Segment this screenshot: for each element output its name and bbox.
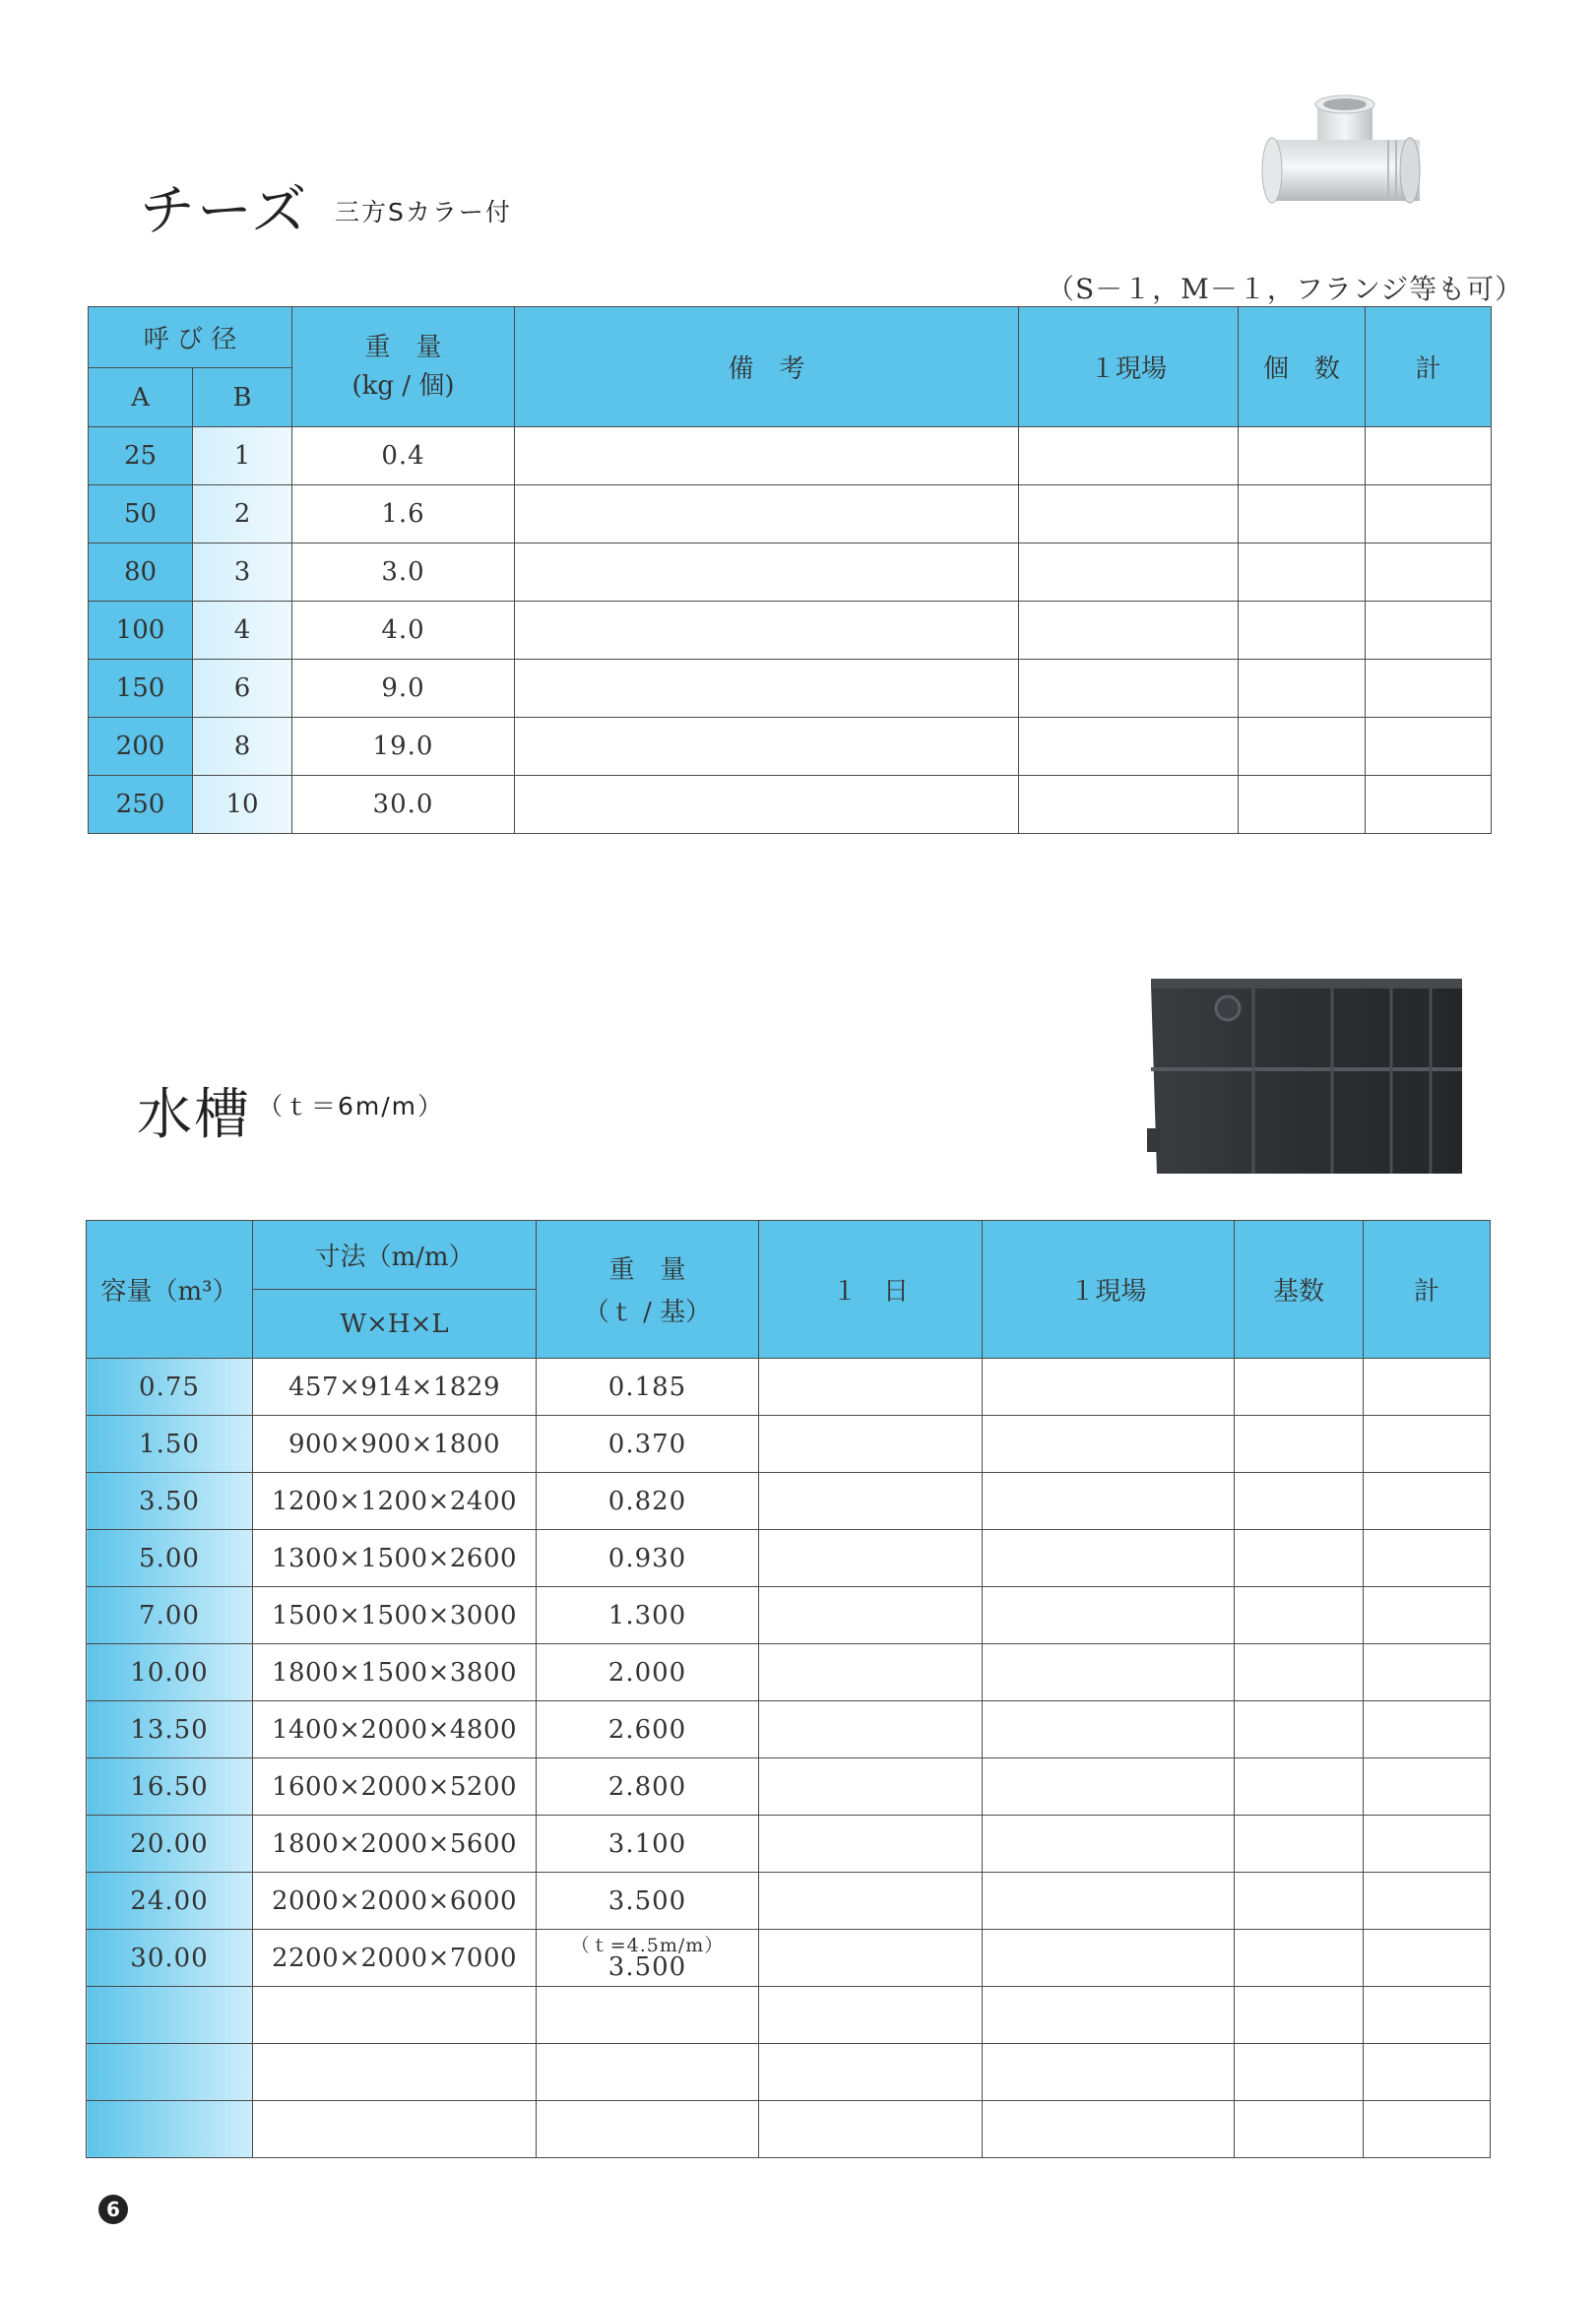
site-cell[interactable] [983,1816,1235,1873]
times-sign: × [339,1828,361,1859]
times-sign: × [427,1828,450,1859]
table-row [87,1930,1491,1987]
count-cell[interactable] [1239,602,1366,660]
length-value: 4800 [449,1714,518,1745]
tank-weight-cell: 0.930 [537,1530,759,1587]
total-cell[interactable] [1366,427,1492,485]
day-cell[interactable] [759,1416,983,1473]
weight-header-unit: (kg / 個) [351,370,455,401]
capacity-cell: 24.00 [87,1873,253,1930]
size-a-cell: 250 [89,776,193,834]
units-cell[interactable] [1235,2101,1364,2158]
height-value: 2000 [360,1714,428,1745]
tank-weight-unit: （ｔ / 基） [583,1297,712,1327]
times-sign: × [339,1429,361,1459]
empty-row [87,2101,1491,2158]
dimensions-cell [253,1416,537,1473]
table-row [89,427,1492,485]
tank-weight-cell: 3.500 [537,1873,759,1930]
page-number: 6 [98,2195,128,2224]
tees-table [88,306,1492,834]
remarks-cell[interactable] [515,660,1019,718]
capacity-cell: 20.00 [87,1816,253,1873]
tank-weight-cell: 2.800 [537,1758,759,1816]
capacity-cell: 0.75 [87,1359,253,1416]
dimensions-cell [253,1359,537,1416]
width-value: 457 [287,1372,340,1402]
tank-weight-cell[interactable] [537,2101,759,2158]
day-cell[interactable] [759,2101,983,2158]
total-cell[interactable] [1364,1816,1491,1873]
table-row [87,1530,1491,1587]
day-cell[interactable] [759,1930,983,1987]
site-cell[interactable] [1019,485,1239,543]
tees-note: （S－１，M－１，フランジ等も可） [1047,273,1524,305]
size-b-cell: 4 [193,602,292,660]
units-cell[interactable] [1235,1530,1364,1587]
times-sign: × [427,1486,450,1516]
height-value: 900 [360,1429,412,1459]
size-b-cell: 10 [193,776,292,834]
empty-row [87,1987,1491,2044]
tank-subtitle: （ｔ＝6m/m） [258,1092,445,1120]
site-cell[interactable] [1019,776,1239,834]
units-cell[interactable] [1235,1359,1364,1416]
height-value: 914 [360,1372,412,1402]
day-cell[interactable] [759,1644,983,1701]
times-sign: × [339,1657,361,1688]
units-cell[interactable] [1235,1758,1364,1816]
times-sign: × [339,1943,361,1973]
total-cell[interactable] [1364,1530,1491,1587]
units-cell[interactable] [1235,1701,1364,1758]
site-cell[interactable] [983,1473,1235,1530]
tees-title: チーズ [140,179,309,243]
weight-cell: 9.0 [292,660,515,718]
size-a-cell: 50 [89,485,193,543]
size-a-cell: 80 [89,543,193,602]
site-cell[interactable] [983,1987,1235,2044]
length-value: 1800 [432,1429,501,1459]
weight-value: 3.500 [607,1952,687,1982]
width-value: 2000 [271,1885,340,1916]
total-cell[interactable] [1364,1416,1491,1473]
length-value: 2600 [449,1543,518,1573]
times-sign: × [427,1543,450,1573]
capacity-cell: 1.50 [87,1416,253,1473]
total-cell[interactable] [1364,1644,1491,1701]
table-row [87,1644,1491,1701]
capacity-cell: 10.00 [87,1644,253,1701]
water-tank-photo [1145,971,1468,1180]
table-row [87,1416,1491,1473]
units-cell[interactable] [1235,1587,1364,1644]
times-sign: × [427,1657,450,1688]
site-cell[interactable] [983,1930,1235,1987]
day-cell[interactable] [759,1530,983,1587]
day-header: １ 日 [759,1221,983,1359]
nominal-size-header: 呼 び 径 [89,307,292,368]
size-a-cell: 100 [89,602,193,660]
capacity-cell: 7.00 [87,1587,253,1644]
dimensions-cell [253,1644,537,1701]
times-sign: × [339,1714,361,1745]
total-cell[interactable] [1366,660,1492,718]
height-value: 1500 [360,1657,428,1688]
dimensions-cell [253,1873,537,1930]
day-cell[interactable] [759,1873,983,1930]
tank-weight-cell[interactable] [537,2044,759,2101]
table-row [89,543,1492,602]
site-cell[interactable] [1019,660,1239,718]
total-cell[interactable] [1366,718,1492,776]
size-b-cell: 8 [193,718,292,776]
day-cell[interactable] [759,1701,983,1758]
weight-cell: 4.0 [292,602,515,660]
capacity-cell: 13.50 [87,1701,253,1758]
table-row [87,1816,1491,1873]
times-sign: × [339,1600,361,1630]
height-value: 1500 [360,1600,428,1630]
site-cell[interactable] [1019,718,1239,776]
capacity-cell[interactable] [87,1987,253,2044]
size-a-cell: 25 [89,427,193,485]
empty-row [87,2044,1491,2101]
size-b-cell: 3 [193,543,292,602]
dimensions-cell [253,1930,537,1987]
dimensions-cell[interactable] [253,2101,537,2158]
tank-weight-cell [537,1930,759,1987]
table-row [89,602,1492,660]
tank-weight-cell[interactable] [537,1987,759,2044]
tank-weight-label: 重 量 [608,1254,686,1285]
length-value: 1829 [432,1372,501,1402]
site-cell[interactable] [983,1416,1235,1473]
length-value: 5200 [449,1771,518,1802]
remarks-cell[interactable] [515,776,1019,834]
units-cell[interactable] [1235,1873,1364,1930]
count-cell[interactable] [1239,427,1366,485]
total-header: 計 [1366,307,1492,427]
remarks-cell[interactable] [515,427,1019,485]
dimensions-cell [253,1758,537,1816]
width-value: 1200 [271,1486,340,1516]
day-cell[interactable] [759,1758,983,1816]
weight-cell: 19.0 [292,718,515,776]
times-sign: × [339,1543,361,1573]
capacity-header: 容量（m³） [87,1221,253,1359]
width-value: 900 [287,1429,340,1459]
times-sign: × [427,1771,450,1802]
site-cell[interactable] [983,1701,1235,1758]
units-header: 基数 [1235,1221,1364,1359]
times-sign: × [339,1885,361,1916]
total-cell[interactable] [1364,1987,1491,2044]
site-cell[interactable] [983,1873,1235,1930]
count-cell[interactable] [1239,660,1366,718]
width-value: 1800 [271,1828,340,1859]
tank-weight-cell: 2.000 [537,1644,759,1701]
remarks-cell[interactable] [515,485,1019,543]
tank-weight-header [537,1221,759,1359]
times-sign: × [339,1372,361,1402]
width-value: 1800 [271,1657,340,1688]
capacity-cell[interactable] [87,2044,253,2101]
width-value: 1600 [271,1771,340,1802]
day-cell[interactable] [759,1359,983,1416]
height-value: 1500 [360,1543,428,1573]
units-cell[interactable] [1235,1930,1364,1987]
units-cell[interactable] [1235,1644,1364,1701]
times-sign: × [427,1600,450,1630]
length-value: 3000 [449,1600,518,1630]
times-sign: × [411,1372,433,1402]
length-value: 2400 [449,1486,518,1516]
count-cell[interactable] [1239,718,1366,776]
tank-title: 水槽 [137,1083,251,1147]
times-sign: × [427,1714,450,1745]
weight-cell: 1.6 [292,485,515,543]
table-row [87,1473,1491,1530]
table-row [89,660,1492,718]
site-cell[interactable] [1019,427,1239,485]
length-value: 7000 [449,1943,518,1973]
height-value: 2000 [360,1828,428,1859]
remarks-header: 備 考 [515,307,1019,427]
total-cell[interactable] [1366,776,1492,834]
day-cell[interactable] [759,1816,983,1873]
width-value: 1400 [271,1714,340,1745]
size-b-cell: 2 [193,485,292,543]
times-sign: × [411,1429,433,1459]
site-cell[interactable] [983,1758,1235,1816]
site-cell[interactable] [983,1644,1235,1701]
size-a-cell: 200 [89,718,193,776]
total-cell[interactable] [1364,2044,1491,2101]
dimensions-cell[interactable] [253,2044,537,2101]
tees-subtitle: 三方Sカラー付 [335,198,512,226]
site-cell[interactable] [983,1359,1235,1416]
size-b-cell: 1 [193,427,292,485]
tank-weight-cell: 0.370 [537,1416,759,1473]
tank-total-header: 計 [1364,1221,1491,1359]
dimensions-cell [253,1816,537,1873]
times-sign: × [427,1943,450,1973]
day-cell[interactable] [759,1987,983,2044]
table-row [89,485,1492,543]
weight-header [292,307,515,427]
capacity-cell[interactable] [87,2101,253,2158]
total-cell[interactable] [1366,485,1492,543]
count-cell[interactable] [1239,776,1366,834]
total-cell[interactable] [1366,602,1492,660]
table-row [87,1587,1491,1644]
weight-header-label: 重 量 [364,332,442,362]
remarks-cell[interactable] [515,543,1019,602]
remarks-cell[interactable] [515,718,1019,776]
total-cell[interactable] [1364,1473,1491,1530]
site-cell[interactable] [1019,602,1239,660]
size-b-cell: 6 [193,660,292,718]
site-header: １現場 [1019,307,1239,427]
dims-header: 寸法（m/m） [253,1221,537,1290]
length-value: 5600 [449,1828,518,1859]
weight-cell: 0.4 [292,427,515,485]
dimensions-cell [253,1473,537,1530]
dims-sub-header: W×H×L [253,1290,537,1359]
table-row [89,718,1492,776]
units-cell[interactable] [1235,1987,1364,2044]
dimensions-cell [253,1701,537,1758]
total-cell[interactable] [1364,1701,1491,1758]
table-row [87,1873,1491,1930]
site-cell[interactable] [983,1587,1235,1644]
dimensions-cell[interactable] [253,1987,537,2044]
units-cell[interactable] [1235,1816,1364,1873]
width-value: 1300 [271,1543,340,1573]
capacity-cell: 5.00 [87,1530,253,1587]
capacity-cell: 30.00 [87,1930,253,1987]
weight-cell: 30.0 [292,776,515,834]
width-value: 1500 [271,1600,340,1630]
tank-weight-cell: 0.820 [537,1473,759,1530]
height-value: 2000 [360,1885,428,1916]
units-cell[interactable] [1235,1473,1364,1530]
table-row [87,1701,1491,1758]
site-cell[interactable] [1019,543,1239,602]
table-row [89,776,1492,834]
a-header: A [89,368,193,427]
units-cell[interactable] [1235,2044,1364,2101]
times-sign: × [427,1885,450,1916]
b-header: B [193,368,292,427]
weight-cell: 3.0 [292,543,515,602]
height-value: 1200 [360,1486,428,1516]
total-cell[interactable] [1364,1758,1491,1816]
total-cell[interactable] [1364,1873,1491,1930]
site-cell[interactable] [983,1530,1235,1587]
table-row [87,1359,1491,1416]
remarks-cell[interactable] [515,602,1019,660]
tank-weight-cell: 3.100 [537,1816,759,1873]
tank-table [86,1220,1491,2158]
length-value: 3800 [449,1657,518,1688]
day-cell[interactable] [759,2044,983,2101]
capacity-cell: 16.50 [87,1758,253,1816]
count-cell[interactable] [1239,543,1366,602]
tank-weight-cell: 1.300 [537,1587,759,1644]
day-cell[interactable] [759,1473,983,1530]
dimensions-cell [253,1530,537,1587]
total-cell[interactable] [1364,2101,1491,2158]
times-sign: × [339,1486,361,1516]
total-cell[interactable] [1364,1587,1491,1644]
dimensions-cell [253,1587,537,1644]
total-cell[interactable] [1364,1930,1491,1987]
units-cell[interactable] [1235,1416,1364,1473]
tank-site-header: １現場 [983,1221,1235,1359]
weight-note: （ｔ=4.5m/m） [570,1935,725,1956]
length-value: 6000 [449,1885,518,1916]
table-row [87,1758,1491,1816]
capacity-cell: 3.50 [87,1473,253,1530]
height-value: 2000 [360,1771,428,1802]
site-cell[interactable] [983,2044,1235,2101]
total-cell[interactable] [1366,543,1492,602]
tank-weight-cell: 0.185 [537,1359,759,1416]
tank-weight-cell: 2.600 [537,1701,759,1758]
day-cell[interactable] [759,1587,983,1644]
site-cell[interactable] [983,2101,1235,2158]
count-cell[interactable] [1239,485,1366,543]
height-value: 2000 [360,1943,428,1973]
tee-pipe-photo [1258,95,1422,218]
total-cell[interactable] [1364,1359,1491,1416]
times-sign: × [339,1771,361,1802]
size-a-cell: 150 [89,660,193,718]
count-header: 個 数 [1239,307,1366,427]
width-value: 2200 [271,1943,340,1973]
